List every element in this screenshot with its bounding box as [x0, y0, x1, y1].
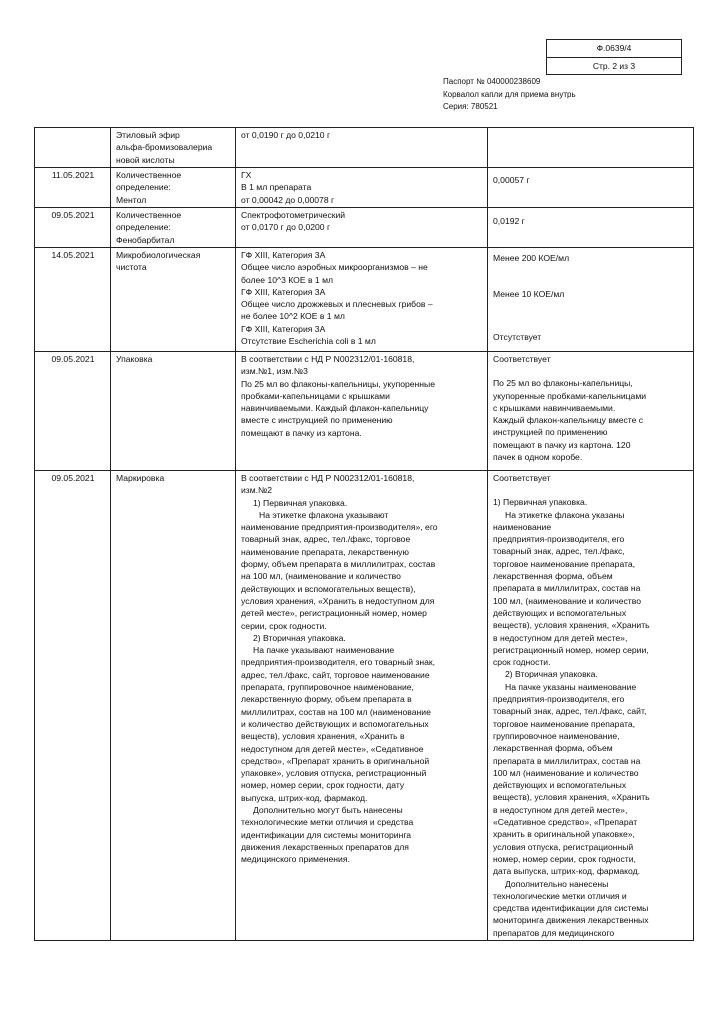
- date-cell: 09.05.2021: [35, 352, 111, 471]
- table-row: [35, 208, 694, 248]
- norm-cell: В соответствии с НД Р N002312/01-160818, изм.№2 1) Первичная упаковка. На этикетке флакона указывают наименование предприятия-производителя», его товарный знак, адрес, тел./факс, торговое наименование препарата, лекарственную форму, объем препарата в миллилитрах, состав на 100 мл, (наименование и количество действующих и вспомогательных веществ), условия хранения, «Хранить в недоступном для детей месте», регистрационный номер, номер серии, срок годности. 2) Вторичная упаковка. На пачке указывают наименование предприятия-производителя, его товарный знак, адрес, тел./факс, сайт, торговое наименование препарата, группировочное наименование, лекарственную форму, объем препарата в миллилитрах, состав на 100 мл (наименование и количество действующих и вспомогательных веществ), условия хранения, «Хранить в недоступном для детей месте», «Седативное средство», «Препарат хранить в оригинальной упаковке», условия отпуска, регистрационный номер, номер серии, срок годности, дату выпуска, штрих-код, фармакод. Дополнительно могут быть нанесены технологические метки отличия и средства идентификации для системы мониторинга движения лекарственных препаратов для медицинского применения.: [236, 471, 488, 941]
- norm-cell: ГХ В 1 мл препарата от 0,00042 до 0,00078 г: [236, 168, 488, 208]
- result-cell: Соответствует 1) Первичная упаковка. На этикетке флакона указаны наименование предприятия-производителя, его товарный знак, адрес, тел./факс, торговое наименование препарата, лекарственная форма, объем препарата в миллилитрах, состав на 100 мл, (наименование и количество действующих и вспомогательных веществ), условия хранения, «Хранить в недоступном для детей месте», регистрационный номер, номер серии, срок годности. 2) Вторичная упаковка. На пачке указаны наименование предприятия-производителя, его товарный знак, адрес, тел./факс, сайт, торговое наименование препарата, группировочное наименование, лекарственная форма, объем препарата в миллилитрах, состав на 100 мл (наименование и количество действующих и вспомогательных веществ), условия хранения, «Хранить в недоступном для детей месте», «Седативное средство», «Препарат хранить в оригинальной упаковке», условия отпуска, регистрационный номер, номер серии, срок годности, дата выпуска, штрих-код, фармакод. Дополнительно нанесены технологические метки отличия и средства идентификации для системы мониторинга движения лекарственных препаратов для медицинского: [488, 471, 694, 941]
- table-row: [35, 128, 694, 168]
- date-cell: 09.05.2021: [35, 208, 111, 248]
- test-cell: Количественное определение: Фенобарбитал: [111, 208, 236, 248]
- norm-cell: Спектрофотометрический от 0,0170 г до 0,0200 г: [236, 208, 488, 248]
- norm-cell: ГФ XIII, Категория 3А Общее число аэробных микроорганизмов – не более 10^3 КОЕ в 1 мл ГФ XIII, Категория 3А Общее число дрожжевых и плесневых грибов – не более 10^2 КОЕ в 1 мл ГФ XIII, Категория 3А Отсутствие Escherichia coli в 1 мл: [236, 248, 488, 352]
- test-cell: Упаковка: [111, 352, 236, 471]
- result-cell: 0,0192 г: [488, 208, 694, 248]
- form-code-box: [546, 39, 682, 75]
- table-row: [35, 248, 694, 352]
- test-cell: Микробиологическая чистота: [111, 248, 236, 352]
- test-cell: Количественное определение: Ментол: [111, 168, 236, 208]
- date-cell: 11.05.2021: [35, 168, 111, 208]
- test-cell: Этиловый эфир альфа-бромизовалериа новой кислоты: [111, 128, 236, 168]
- date-cell: [35, 128, 111, 168]
- page-number: Стр. 2 из 3: [547, 57, 681, 75]
- table-row: [35, 352, 694, 471]
- product-name: Корвалол капли для приема внутрь: [443, 89, 576, 99]
- test-cell: Маркировка: [111, 471, 236, 941]
- date-cell: 14.05.2021: [35, 248, 111, 352]
- table-row: [35, 168, 694, 208]
- passport-header: [443, 76, 576, 114]
- date-cell: 09.05.2021: [35, 471, 111, 941]
- passport-number: Паспорт № 040000238609: [443, 77, 541, 86]
- norm-cell: В соответствии с НД Р N002312/01-160818, изм.№1, изм.№3 По 25 мл во флаконы-капельницы, укупоренные пробками-капельницами с крышками навинчиваемыми. Каждый флакон-капельницу вместе с инструкцией по применению помещают в пачку из картона.: [236, 352, 488, 471]
- analysis-table: [34, 127, 694, 941]
- result-cell: 0,00057 г: [488, 168, 694, 208]
- result-cell: [488, 128, 694, 168]
- norm-cell: от 0,0190 г до 0,0210 г: [236, 128, 488, 168]
- table-row: [35, 471, 694, 941]
- result-cell: Соответствует По 25 мл во флаконы-капельницы, укупоренные пробками-капельницами с крышками навинчиваемыми. Каждый флакон-капельницу вместе с инструкцией по применению помещают в пачку из картона. 120 пачек в одном коробе.: [488, 352, 694, 471]
- form-code: Ф.0639/4: [596, 43, 632, 53]
- series-number: Серия: 780521: [443, 102, 498, 111]
- result-cell: Менее 200 КОЕ/мл Менее 10 КОЕ/мл Отсутствует: [488, 248, 694, 352]
